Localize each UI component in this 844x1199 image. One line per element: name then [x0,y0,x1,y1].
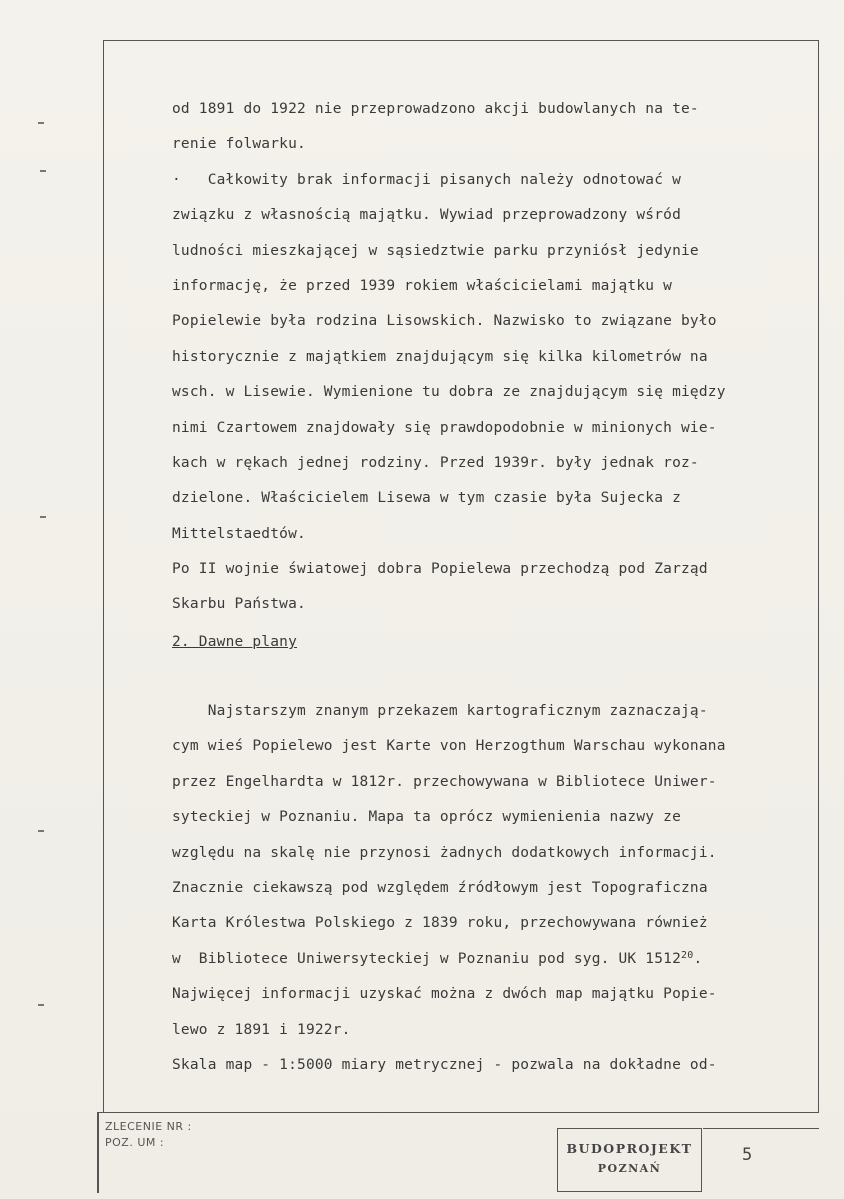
text-line: nimi Czartowem znajdowały się prawdopodobnie w minionych wie- [172,419,717,436]
text-line: Mittelstaedtów. [172,525,306,542]
text-line: · Całkowity brak informacji pisanych należy odnotować w [172,171,681,188]
text-line: wsch. w Lisewie. Wymienione tu dobra ze znajdującym się między [172,384,726,401]
signature-tail: . [693,950,703,967]
text-line: syteckiej w Poznaniu. Mapa ta oprócz wymienienia nazwy ze [172,809,681,826]
text-line: Najstarszym znanym przekazem kartograficznym zaznaczają- [172,703,708,719]
position-label: POZ. UM : [105,1136,165,1149]
text-line: renie folwarku. [172,136,306,153]
company-stamp [557,1128,702,1192]
text-line: związku z własnością majątku. Wywiad przeprowadzony wśród [172,207,681,224]
margin-mark [38,122,44,124]
stamp-company-name: BUDOPROJEKT [566,1141,693,1156]
text-line: Najwięcej informacji uzyskać można z dwóch map majątku Popie- [172,986,717,1003]
text-line: Znacznie ciekawszą pod względem źródłowym jest Topograficzna [172,879,708,896]
text-line: dzielone. Właścicielem Lisewa w tym czasie była Sujecka z [172,490,681,507]
text-line: względu na skalę nie przynosi żadnych dodatkowych informacji. [172,844,717,861]
text-line: Skarbu Państwa. [172,596,306,613]
order-info [105,1119,192,1151]
paragraph-history [172,92,822,623]
text-line: w Bibliotece Uniwersyteckiej w Poznaniu pod syg. UK 1512$^{20}$. [172,949,703,967]
text-line: Karta Królestwa Polskiego z 1839 roku, przechowywana również [172,915,708,932]
margin-mark [40,170,46,172]
text-line: historycznie z majątkiem znajdującym się kilka kilometrów na [172,348,708,365]
text-line: kach w rękach jednej rodziny. Przed 1939r. były jednak roz- [172,454,699,471]
section-heading: 2. Dawne plany [172,634,298,650]
stamp-city: POZNAŃ [597,1162,662,1175]
text-line: informację, że przed 1939 rokiem właścicielami majątku w [172,277,673,294]
page-number-box [703,1128,819,1191]
margin-mark [40,516,46,518]
margin-mark [38,830,44,832]
footer-divider [97,1113,99,1193]
signature-superscript: 20 [681,949,694,961]
text-line: od 1891 do 1922 nie przeprowadzono akcji budowlanych na te- [172,101,699,117]
order-number-label: ZLECENIE NR : [105,1120,192,1133]
page-number: 5 [742,1145,753,1165]
text-line: cym wieś Popielewo jest Karte von Herzogthum Warschau wykonana [172,738,726,755]
paragraph-old-plans [172,694,822,1083]
text-line: Po II wojnie światowej dobra Popielewa przechodzą pod Zarząd [172,561,708,578]
text-line: ludności mieszkającej w sąsiedztwie parku przyniósł jedynie [172,242,699,259]
text-line: Popielewie była rodzina Lisowskich. Nazwisko to związane było [172,313,717,330]
text-line: przez Engelhardta w 1812r. przechowywana w Bibliotece Uniwer- [172,773,717,790]
text-line: Skala map - 1:5000 miary metrycznej - pozwala na dokładne od- [172,1056,717,1073]
footer-block [97,1112,819,1193]
text-line: lewo z 1891 i 1922r. [172,1021,351,1038]
margin-mark [38,1004,44,1006]
